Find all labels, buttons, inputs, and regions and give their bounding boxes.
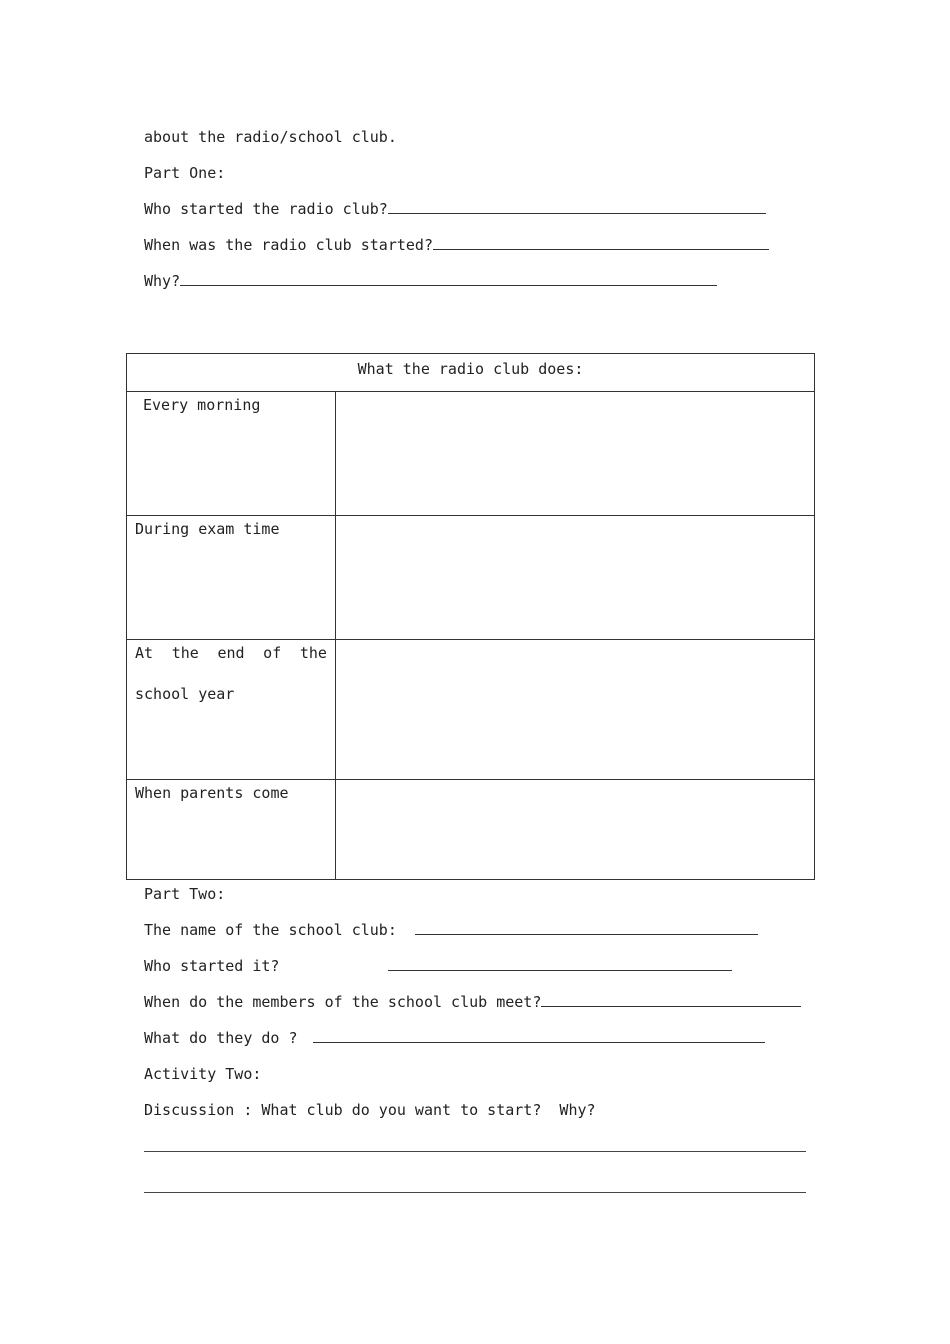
part-two-question-3 xyxy=(144,993,801,1011)
part-two-question-2 xyxy=(144,957,732,975)
table-row xyxy=(127,640,814,780)
part-two-question-4 xyxy=(144,1029,765,1047)
answer-blank[interactable] xyxy=(180,273,717,286)
answer-blank[interactable] xyxy=(415,922,758,935)
answer-line[interactable] xyxy=(144,1192,806,1193)
table-row xyxy=(127,780,814,880)
table-title: What the radio club does: xyxy=(127,354,814,392)
activity-two-heading: Activity Two: xyxy=(144,1065,262,1083)
question-text: The name of the school club: xyxy=(144,921,397,939)
answer-blank[interactable] xyxy=(541,994,801,1007)
question-text: When do the members of the school club meet? xyxy=(144,993,542,1011)
row-label: When parents come xyxy=(127,780,336,880)
part-one-heading: Part One: xyxy=(144,164,226,182)
part-two-question-1 xyxy=(144,921,758,939)
discussion-question: Discussion : What club do you want to start? Why? xyxy=(144,1101,596,1119)
part-one-question-3 xyxy=(144,272,717,290)
part-one-question-2 xyxy=(144,236,769,254)
radio-club-table xyxy=(126,353,815,880)
row-label: During exam time xyxy=(127,516,336,639)
question-text: Why? xyxy=(144,272,181,290)
row-label: Every morning xyxy=(127,392,336,515)
answer-cell[interactable] xyxy=(336,780,814,880)
question-text: What do they do ? xyxy=(144,1029,298,1047)
answer-cell[interactable] xyxy=(336,516,814,639)
answer-blank[interactable] xyxy=(388,958,732,971)
answer-blank[interactable] xyxy=(313,1030,765,1043)
row-label-line-1: At the end of the xyxy=(135,644,327,662)
part-two-heading: Part Two: xyxy=(144,885,226,903)
answer-cell[interactable] xyxy=(336,392,814,515)
answer-cell[interactable] xyxy=(336,640,814,779)
question-text: When was the radio club started? xyxy=(144,236,433,254)
answer-blank[interactable] xyxy=(433,237,769,250)
intro-line: about the radio/school club. xyxy=(144,128,397,146)
row-label-line-2: school year xyxy=(135,685,235,703)
row-label xyxy=(127,640,336,779)
question-text: Who started the radio club? xyxy=(144,200,388,218)
part-one-question-1 xyxy=(144,200,766,218)
question-text: Who started it? xyxy=(144,957,280,975)
answer-line[interactable] xyxy=(144,1151,806,1152)
table-row xyxy=(127,516,814,640)
table-row xyxy=(127,392,814,516)
answer-blank[interactable] xyxy=(388,201,766,214)
